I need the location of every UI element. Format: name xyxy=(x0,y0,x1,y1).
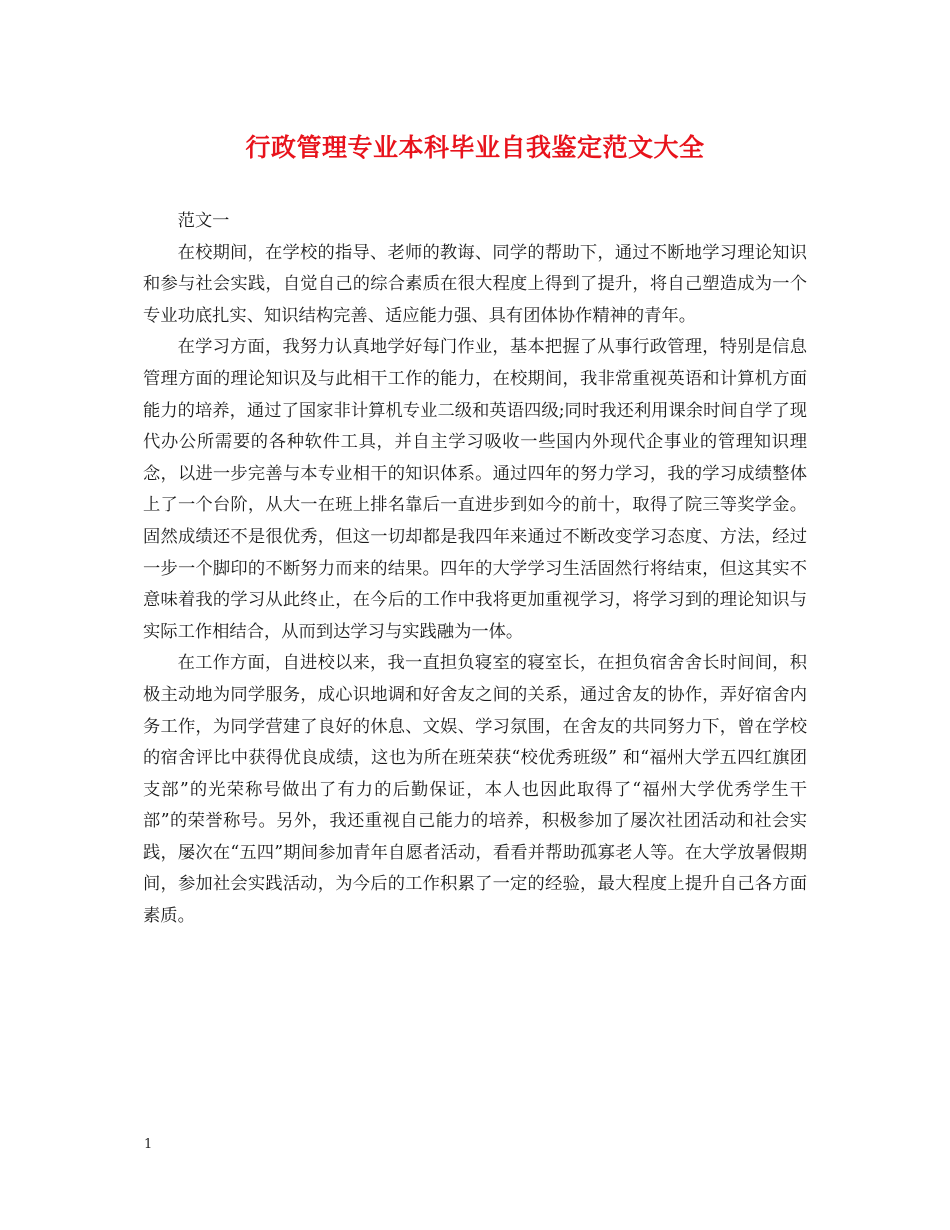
document-title: 行政管理专业本科毕业自我鉴定范文大全 xyxy=(245,133,705,162)
paragraph-study: 在学习方面，我努力认真地学好每门作业，基本把握了从事行政管理，特别是信息管理方面的理论知识及与此相干工作的能力，在校期间，我非常重视英语和计算机方面能力的培养，通过了国家非计算机专业二级和英语四级;同时我还利用课余时间自学了现代办公所需要的各种软件工具，并自主学习吸收一些国内外现代企事业的管理知识理念，以进一步完善与本专业相干的知识体系。通过四年的努力学习，我的学习成绩整体上了一个台阶，从大一在班上排名靠后一直进步到如今的前十，取得了院三等奖学金。固然成绩还不是很优秀，但这一切却都是我四年来通过不断改变学习态度、方法，经过一步一个脚印的不断努力而来的结果。四年的大学学习生活固然行将结束，但这其实不意味着我的学习从此终止，在今后的工作中我将更加重视学习，将学习到的理论知识与实际工作相结合，从而到达学习与实践融为一体。 xyxy=(143,337,807,642)
page-number: 1 xyxy=(144,1137,153,1152)
section-label: 范文一 xyxy=(177,211,230,231)
paragraph-study-period: 在校期间，在学校的指导、老师的教诲、同学的帮助下，通过不断地学习理论知识和参与社会实践，自觉自己的综合素质在很大程度上得到了提升，将自己塑造成为一个专业功底扎实、知识结构完善、适应能力强、具有团体协作精神的青年。 xyxy=(143,242,807,326)
document-body xyxy=(143,206,807,933)
paragraph-work: 在工作方面，自进校以来，我一直担负寝室的寝室长，在担负宿舍舍长时间间，积极主动地为同学服务，成心识地调和好舍友之间的关系，通过舍友的协作，弄好宿舍内务工作，为同学营建了良好的休息、文娱、学习氛围，在舍友的共同努力下，曾在学校的宿舍评比中获得优良成绩，这也为所在班荣获“校优秀班级” 和“福州大学五四红旗团支部”的光荣称号做出了有力的后勤保证，本人也因此取得了“福州大学优秀学生干部”的荣誉称号。另外，我还重视自己能力的培养，积极参加了屡次社团活动和社会实践，屡次在“五四”期间参加青年自愿者活动，看看并帮助孤寡老人等。在大学放暑假期间，参加社会实践活动，为今后的工作积累了一定的经验，最大程度上提升自己各方面素质。 xyxy=(143,653,807,927)
